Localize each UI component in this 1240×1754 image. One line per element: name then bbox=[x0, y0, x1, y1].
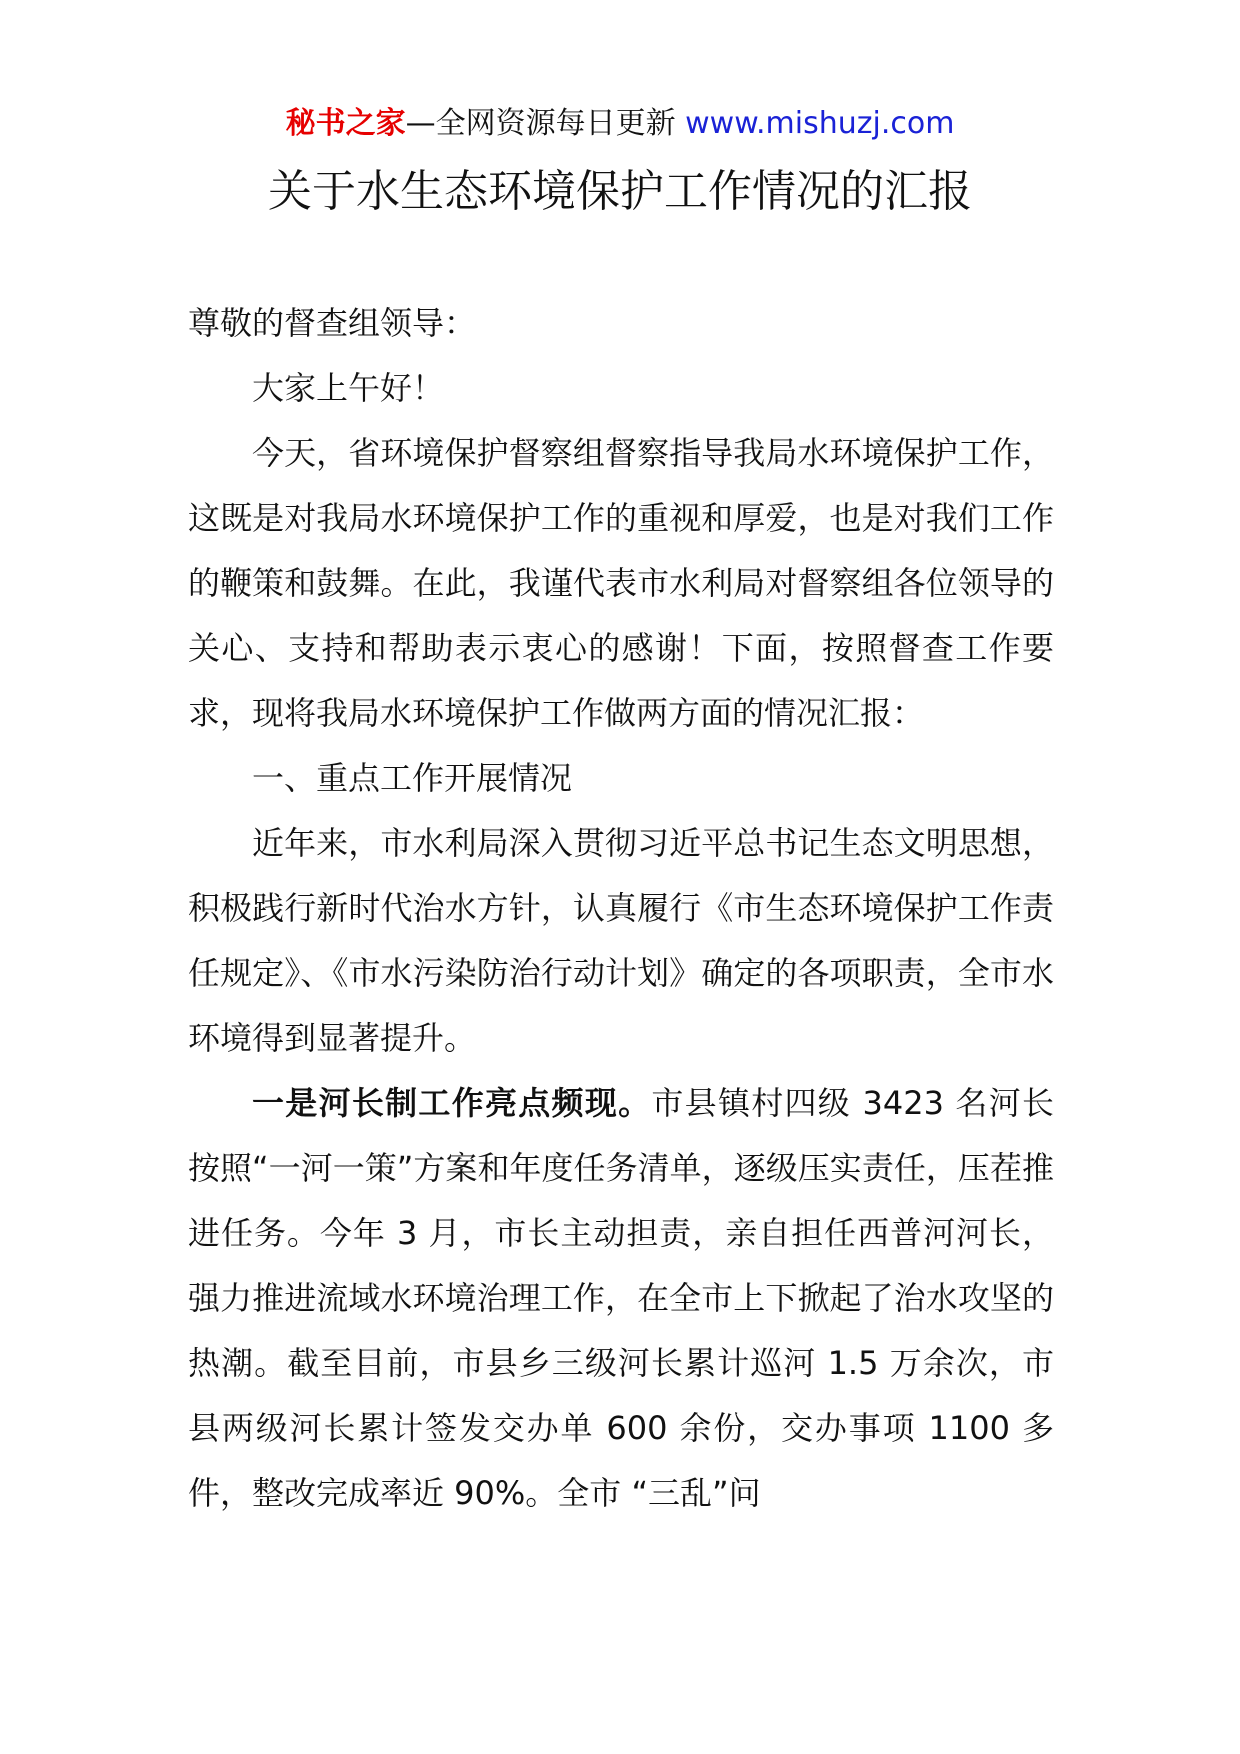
header-slogan: —全网资源每日更新 bbox=[405, 106, 686, 141]
site-url[interactable]: www.mishuzj.com bbox=[685, 106, 955, 141]
site-header bbox=[0, 100, 1240, 148]
document-body bbox=[188, 291, 1054, 1526]
brand-name: 秘书之家 bbox=[285, 106, 406, 141]
salutation: 尊敬的督查组领导： bbox=[188, 304, 477, 342]
document-title: 关于水生态环境保护工作情况的汇报 bbox=[268, 166, 972, 217]
intro-paragraph: 今天，省环境保护督察组督察指导我局水环境保护工作，这既是对我局水环境保护工作的重视和厚爱，也是对我们工作的鞭策和鼓舞。在此，我谨代表市水利局对督察组各位领导的关心、支持和帮助表示衷心的感谢！下面，按照督查工作要求，现将我局水环境保护工作做两方面的情况汇报： bbox=[188, 434, 1054, 732]
section-heading: 一、重点工作开展情况 bbox=[252, 759, 573, 797]
point-paragraph bbox=[188, 1071, 1054, 1526]
point-text: 市县镇村四级 3423 名河长按照“一河一策”方案和年度任务清单，逐级压实责任，压茬推进任务。今年 3 月，市长主动担责，亲自担任西普河河长，强力推进流域水环境治理工作，在全市上下掀起了治水攻坚的热潮。截至目前，市县乡三级河长累计巡河 1.5 万余次，市县两级河长累计签发交办单 600 余份，交办事项 1100 多件，整改完成率近 90%。全市 “三乱”问 bbox=[188, 1084, 1054, 1512]
greeting: 大家上午好！ bbox=[252, 369, 445, 407]
point-lead: 一是河长制工作亮点频现。 bbox=[252, 1084, 652, 1122]
section-paragraph: 近年来，市水利局深入贯彻习近平总书记生态文明思想，积极践行新时代治水方针，认真履行《市生态环境保护工作责任规定》、《市水污染防治行动计划》确定的各项职责，全市水环境得到显著提升。 bbox=[188, 824, 1054, 1057]
